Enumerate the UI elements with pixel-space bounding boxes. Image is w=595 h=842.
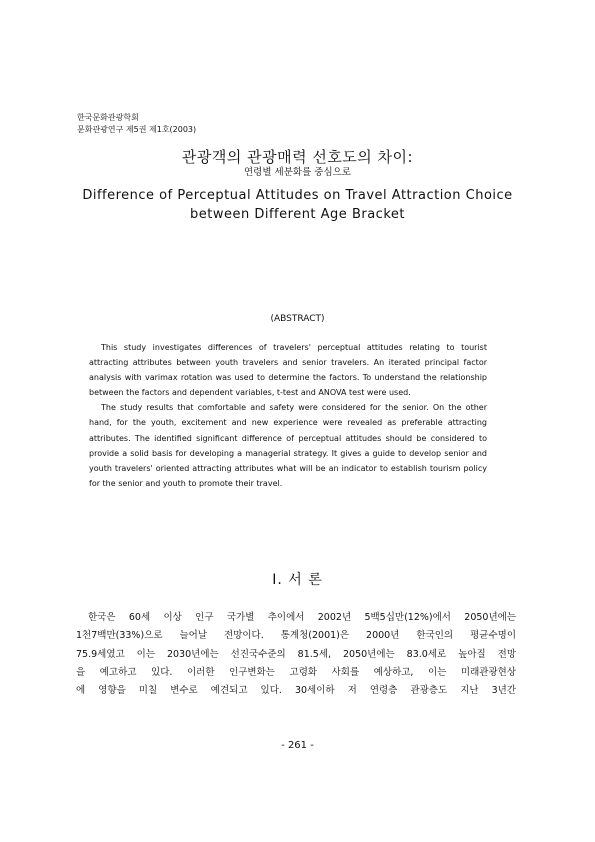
- abstract-body: [89, 340, 487, 491]
- body-text: [76, 609, 516, 700]
- korean-title: 관광객의 관광매력 선호도의 차이:: [181, 148, 414, 166]
- english-title-line-1: Difference of Perceptual Attitudes on Travel Attraction Choice: [82, 188, 513, 203]
- body-line-3: 75.9세였고 이는 2030년에는 선진국수준의 81.5세, 2050년에는 83.0세로 높아질 전망: [76, 648, 516, 660]
- english-title: [0, 186, 595, 224]
- body-line-5: 에 영향을 미칠 변수로 예견되고 있다. 30세이하 저 연령층 관광층도 지난 3년간: [76, 685, 516, 697]
- abstract-heading: (ABSTRACT): [270, 314, 325, 324]
- body-line-4: 을 예고하고 있다. 이러한 인구변화는 고령화 사회를 예상하고, 이는 미래관광현상: [76, 666, 516, 678]
- abstract-paragraph-2: The study results that comfortable and safety were considered for the senior. On the other hand, for the youth, excitement and new experience were revealed as preferable attracting attributes. The identified significant difference of perceptual attitudes should be considered to provide a solid basis for developing a managerial strategy. It gives a guide to develop senior and youth travelers' oriented attracting attributes what will be an indicator to establish tourism policy for the senior and youth to promote their travel.: [89, 403, 487, 488]
- society-name: 한국문화관광학회: [77, 113, 139, 122]
- body-line-1: 한국은 60세 이상 인구 국가별 추이에서 2002년 5백5십만(12%)에서 2050년에는: [88, 612, 516, 623]
- abstract-paragraph-1: This study investigates differences of travelers' perceptual attitudes relating to tourist attracting attributes between youth travelers and senior travelers. An iterated principal factor analysis with varimax rotation was used to determine the factors. To understand the relationship between the factors and dependent variables, t-test and ANOVA test were used.: [89, 343, 487, 398]
- korean-subtitle: 연령별 세분화를 중심으로: [244, 167, 351, 178]
- english-title-line-2: between Different Age Bracket: [190, 207, 405, 222]
- page-number: - 261 -: [281, 740, 314, 751]
- body-line-2: 1천7백만(33%)으로 늘어날 전망이다. 통계청(2001)은 2000년 한국인의 평균수명이: [76, 630, 516, 642]
- journal-issue: 문화관광연구 제5권 제1호(2003): [77, 125, 197, 134]
- section-heading: I. 서 론: [272, 572, 323, 588]
